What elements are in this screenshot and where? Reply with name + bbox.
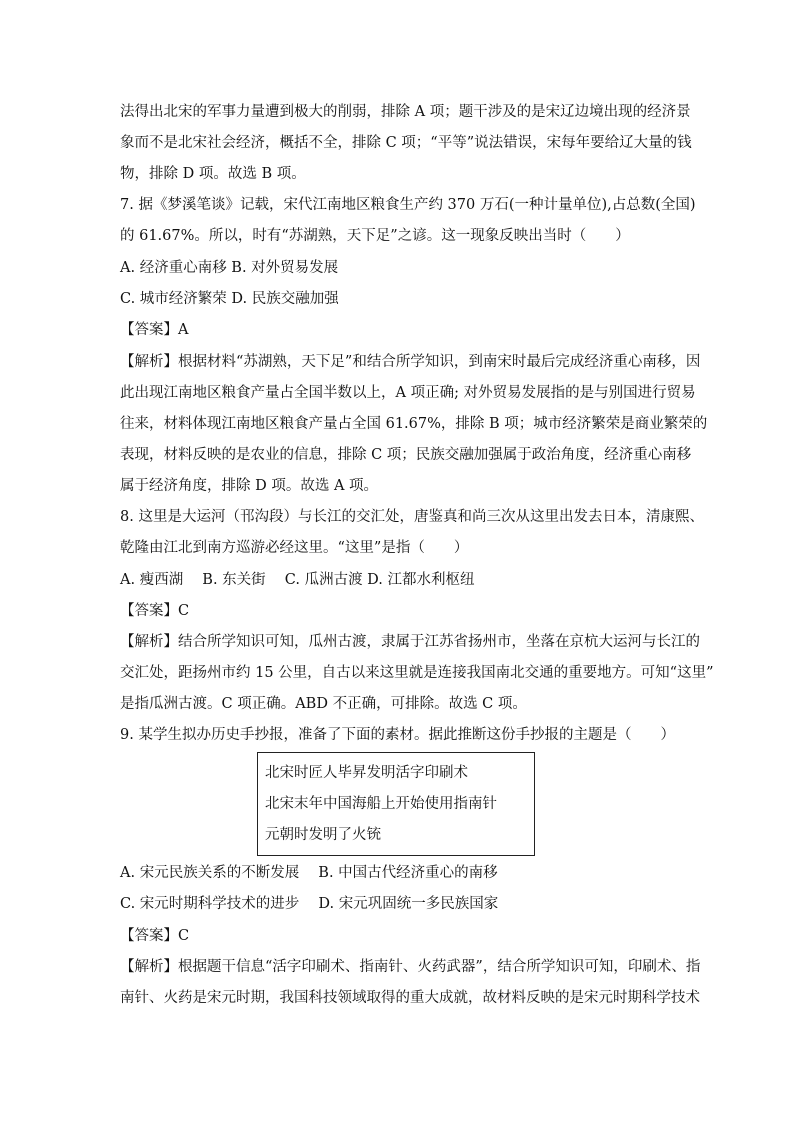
material-item: 元朝时发明了火铳 [265,827,381,843]
question-8-answer: 【答案】C [120,603,190,619]
question-7-options: C. 城市经济繁荣 D. 民族交融加强 [120,291,339,307]
question-8-stem: 乾隆由江北到南方巡游必经这里。“这里”是指（ ） [120,540,469,556]
question-7-stem: 的 61.67%。所以，时有“苏湖熟，天下足”之谚。这一现象反映出当时（ ） [120,228,630,244]
question-9-analysis: 南针、火药是宋元时期，我国科技领域取得的重大成就，故材料反映的是宋元时期科学技术 [120,990,700,1006]
question-9-stem: 9. 某学生拟办历史手抄报，准备了下面的素材。据此推断这份手抄报的主题是（ ） [120,727,675,743]
question-7-analysis: 表现，材料反映的是农业的信息，排除 C 项；民族交融加强属于政治角度，经济重心南移 [120,447,692,463]
text-line: 法得出北宋的军事力量遭到极大的削弱，排除 A 项；题干涉及的是宋辽边境出现的经济景 [120,104,691,120]
question-7-options: A. 经济重心南移 B. 对外贸易发展 [120,260,339,276]
question-7-answer: 【答案】A [120,322,189,338]
question-7-stem: 7. 据《梦溪笔谈》记载，宋代江南地区粮食生产约 370 万石(一种计量单位),占总数(全国) [120,197,696,213]
text-line: 物，排除 D 项。故选 B 项。 [120,166,306,182]
question-9-answer: 【答案】C [120,928,190,944]
question-8-options: A. 瘦西湖 B. 东关街 C. 瓜洲古渡 D. 江都水利枢纽 [120,572,475,588]
material-item: 北宋时匠人毕昇发明活字印刷术 [265,765,468,781]
question-8-stem: 8. 这里是大运河（邗沟段）与长江的交汇处，唐鉴真和尚三次从这里出发去日本，清康熙、 [120,509,704,525]
question-9-options: C. 宋元时期科学技术的进步 D. 宋元巩固统一多民族国家 [120,896,499,912]
question-7-analysis: 属于经济角度，排除 D 项。故选 A 项。 [120,478,379,494]
material-item: 北宋末年中国海船上开始使用指南针 [265,796,497,812]
material-box [257,752,535,856]
question-7-analysis: 往来，材料体现江南地区粮食产量占全国 61.67%，排除 B 项；城市经济繁荣是商业繁荣的 [120,416,708,432]
question-9-options: A. 宋元民族关系的不断发展 B. 中国古代经济重心的南移 [120,865,498,881]
text-line: 象而不是北宋社会经济，概括不全，排除 C 项；“平等”说法错误，宋每年要给辽大量的钱 [120,135,692,151]
question-8-analysis: 是指瓜洲古渡。C 项正确。ABD 不正确，可排除。故选 C 项。 [120,696,527,712]
question-9-analysis: 【解析】根据题干信息“活字印刷术、指南针、火药武器”，结合所学知识可知，印刷术、指 [120,959,701,975]
question-7-analysis: 【解析】根据材料“苏湖熟，天下足”和结合所学知识，到南宋时最后完成经济重心南移，因 [120,354,701,370]
question-8-analysis: 交汇处，距扬州市约 15 公里，自古以来这里就是连接我国南北交通的重要地方。可知“这里” [120,665,714,681]
question-8-analysis: 【解析】结合所学知识可知，瓜州古渡，隶属于江苏省扬州市，坐落在京杭大运河与长江的 [120,634,700,650]
question-7-analysis: 此出现江南地区粮食产量占全国半数以上，A 项正确; 对外贸易发展指的是与别国进行贸易 [120,385,696,401]
